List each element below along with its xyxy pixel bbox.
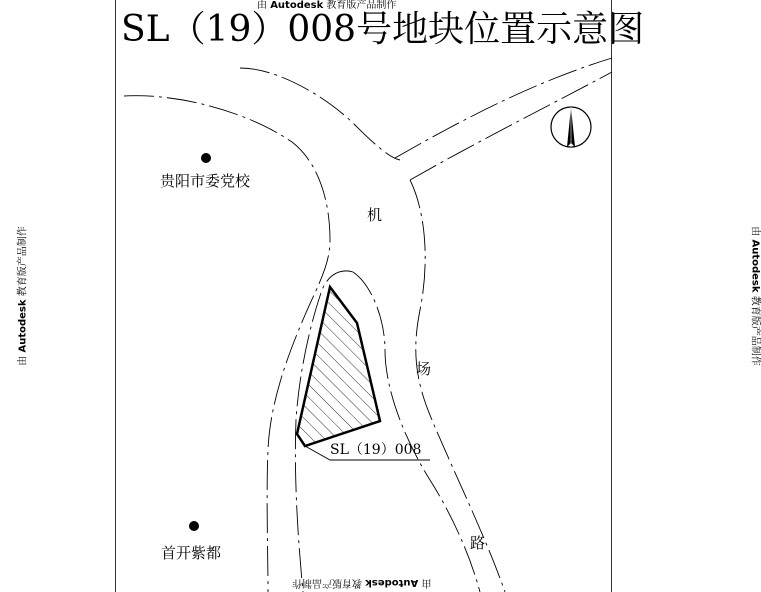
- road-label-chang: 场: [416, 360, 432, 378]
- road-edge-inner-right: [353, 272, 480, 592]
- party-school-marker: [201, 153, 211, 163]
- north-arrow-icon: [551, 107, 591, 147]
- shoukai-zidu-marker: [189, 521, 199, 531]
- watermark-bottom: 由 Autodesk 教育版产品制作: [292, 577, 432, 588]
- party-school-label: 贵阳市委党校: [160, 172, 251, 190]
- road-label-ji: 机: [367, 206, 383, 224]
- watermark-top: 由 Autodesk 教育版产品制作: [257, 0, 397, 11]
- road-edges: [124, 58, 612, 592]
- shoukai-zidu-label: 首开紫都: [161, 544, 222, 562]
- road-edge-west-upper: [124, 96, 330, 592]
- road-edge-northeast-lower: [410, 72, 612, 180]
- parcel-label: SL（19）008: [330, 442, 422, 458]
- road-edge-north-left: [240, 68, 400, 160]
- watermark-left: 由 Autodesk 教育版产品制作: [17, 226, 29, 366]
- map-title: SL（19）008号地块位置示意图: [121, 9, 645, 50]
- road-edge-northeast-upper: [395, 58, 612, 158]
- road-label-lu: 路: [470, 534, 486, 552]
- watermark-right: 由 Autodesk 教育版产品制作: [749, 226, 761, 366]
- parcel-polygon: [297, 287, 380, 446]
